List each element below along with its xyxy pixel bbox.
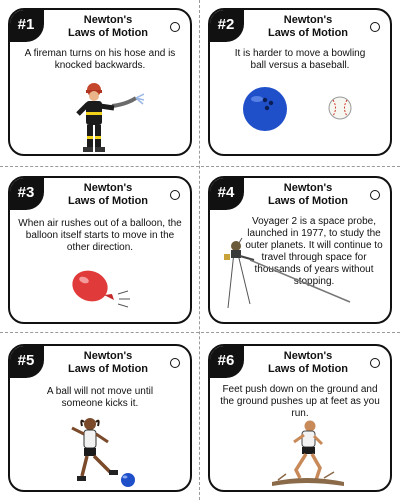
card-title: Newton's Laws of Motion [67,350,149,375]
punch-hole-icon [370,22,380,32]
card-title: Newton's Laws of Motion [67,14,149,39]
card-text: When air rushes out of a balloon, the balloon itself starts to move in the other direction. [18,218,182,253]
punch-hole-icon [170,358,180,368]
horizontal-cut-line [0,332,400,333]
task-card-1 [8,8,192,156]
card-number: #4 [208,176,244,210]
card-number: #5 [8,344,44,378]
card-text: It is harder to move a bowling ball versus a baseball. [234,48,366,71]
task-card-2 [208,8,392,156]
card-title: Newton's Laws of Motion [267,182,349,207]
runner-icon [266,418,346,490]
card-number: #3 [8,176,44,210]
card-number: #6 [208,344,244,378]
card-number: #1 [8,8,44,42]
bowling-ball-baseball-icon [240,84,360,134]
punch-hole-icon [170,190,180,200]
card-title: Newton's Laws of Motion [67,182,149,207]
vertical-cut-line [199,0,200,500]
card-text: A fireman turns on his hose and is knocked backwards. [24,48,176,71]
task-card-4 [208,176,392,324]
card-title: Newton's Laws of Motion [267,14,349,39]
task-card-6 [208,344,392,492]
balloon-icon [66,264,146,312]
punch-hole-icon [370,358,380,368]
card-number: #2 [208,8,244,42]
girl-kicking-ball-icon [64,414,144,490]
card-text: A ball will not move until someone kicks it. [46,386,154,409]
horizontal-cut-line [0,166,400,167]
punch-hole-icon [370,190,380,200]
task-card-5 [8,344,192,492]
task-card-3 [8,176,192,324]
space-probe-icon [214,234,354,324]
punch-hole-icon [170,22,180,32]
card-title: Newton's Laws of Motion [267,350,349,375]
card-text: Voyager 2 is a space probe, launched in 1977, to study the outer planets. It will continue to travel through space for thousands of years without stopping. [245,216,383,287]
card-text: Feet push down on the ground and the ground pushes up at feet as you run. [220,384,380,419]
fireman-hose-icon [72,80,144,154]
